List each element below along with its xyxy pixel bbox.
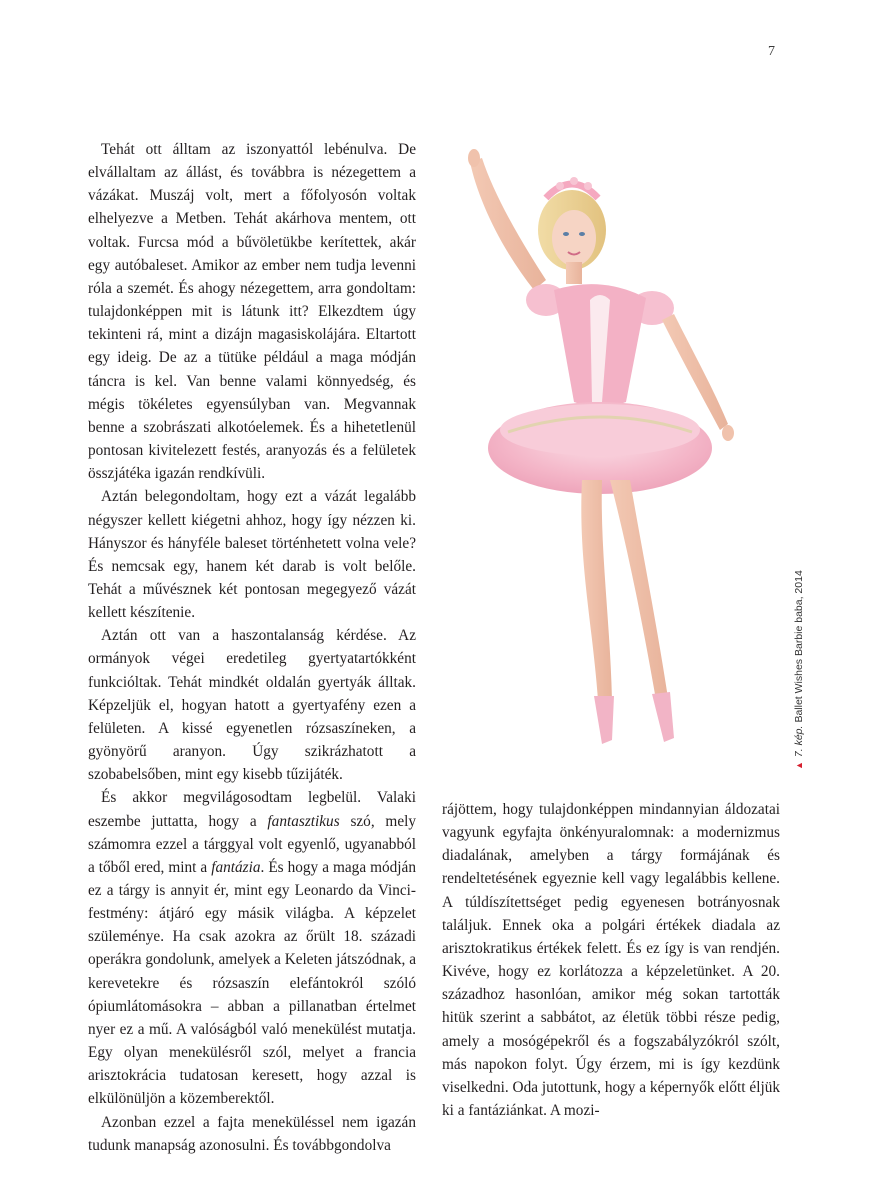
paragraph [88, 786, 416, 1110]
ballerina-doll-photo [442, 140, 780, 780]
text-run: . És hogy a maga módján ez a tárgy is annyit ér, mint egy Leonardo da Vinci-festmény: átjáró egy másik világba. A képzelet szüleménye. Ha csak azokra az őrült 18. századi operákra gondolunk, amelyek a Keleten játszódnak, a kerevetekre és rózsaszín elefántokról szóló ópiumlátomásokra – abban a pillanatban értelmet nyer ez a mű. A valóságból való menekülést mutatja. Egy olyan menekülésről szól, melyet a francia arisztokrácia tudatosan keresett, hogy azzal is elkülönüljön a közemberektől. [88, 858, 416, 1108]
paragraph: Aztán ott van a haszontalanság kérdése. Az ormányok végei eredetileg gyertyatartókként funkcióltak. Tehát mindkét oldalán gyertyák álltak. Képzeljük el, hogyan hatott a gyertyafény ezen a felületen. A kissé egyenetlen rózsaszíneken, a gyönyörű aranyon. Úgy szikrázhatott a szobabelsőben, mint egy kisebb tűzijáték. [88, 627, 416, 784]
caption-text: Ballet Wishes Barbie baba, 2014 [793, 570, 805, 723]
paragraph: rájöttem, hogy tulajdonképpen mindannyian áldozatai vagyunk egyfajta önkényuralomnak: a modernizmus diadalának, amelyben a tárgy formájának és rendeltetésének egyeznie kell vagy legalábbis kellene. A túldíszítettséget pedig egyenesen botrányosnak találjuk. Ennek oka a polgári értékek diadala az arisztokratikus értékek felett. És ez így is van rendjén. Kivéve, hogy ez korlátozza a képzeletünket. A 20. századhoz hasonlóan, amikor még sokan tartották hitük szerint a sabbátot, az életük többi része pedig, amely a mosógépekről és a fogszabályzókról szólt, más napokon folyt. Úgy érzem, mi is így kezdünk viselkedni. Oda jutottunk, hogy a képernyők előtt éljük ki a fantáziánkat. A mozi- [442, 801, 780, 1120]
paragraph: Azonban ezzel a fajta meneküléssel nem igazán tudunk manapság azonosulni. És továbbgondolva [88, 1113, 416, 1154]
raised-hand [468, 149, 480, 167]
ballerina-doll-illustration [442, 140, 780, 780]
figure-caption [793, 570, 805, 770]
caption-label: 7. kép. [793, 725, 805, 758]
face [552, 210, 596, 266]
page-number: 7 [768, 44, 775, 59]
text-run: szó, mely számomra ezzel a tárggyal volt egyenlő, ugyanabból a tőből ered, mint a [88, 812, 417, 876]
paragraph: Aztán belegondoltam, hogy ezt a vázát legalább négyszer kellett kiégetni ahhoz, hogy így nézzen ki. Hányszor és hányféle baleset történhetett volna vele? És nemcsak egy, hanem két darab is volt belőle. Tehát a művésznek két pontosan megegyező vázát kellett készítenie. [88, 488, 416, 622]
left-leg [581, 480, 612, 700]
left-text-column [88, 138, 416, 1157]
italic-word: fantasztikus [267, 812, 340, 830]
left-shoe [594, 696, 614, 744]
triangle-marker-icon: ▲ [794, 761, 804, 770]
paragraph: Tehát ott álltam az iszonyattól lebénulva. De elvállaltam az állást, és továbbra is nézegettem a vázákat. Muszáj volt, mert a főfolyosón voltak elhelyezve a Metben. Tehát akárhova mentem, ott voltak. Furcsa mód a bűvöletükbe kerítettek, akár egy autóbaleset. Amikor az ember nem tudja levenni róla a szemét. És ahogy nézegettem, arra gondoltam: tulajdonképpen mit is látunk itt? Elkezdtem úgy tekinteni rá, mint a dizájn magasiskolájára. Eltartott egy ideig. De az a tütüke például a maga módján táncra is kel. Van benne valami könnyedség, és mégis tökéletes egyensúlyban van. Megvannak benne a szobrászati alkotóelemek. És a hihetetlenül pontosan kivitelezett festés, aranyozás és a felületek összjátéka igazán rendkívüli. [88, 141, 416, 483]
raised-arm [470, 158, 546, 290]
italic-word: fantázia [211, 858, 261, 876]
right-shoe [652, 692, 674, 742]
text-run: És akkor megvilágosodtam legbelül. Valaki eszembe juttatta, hogy a [88, 789, 416, 830]
right-leg [610, 480, 668, 700]
right-text-column [442, 798, 780, 1122]
neck [566, 262, 582, 284]
